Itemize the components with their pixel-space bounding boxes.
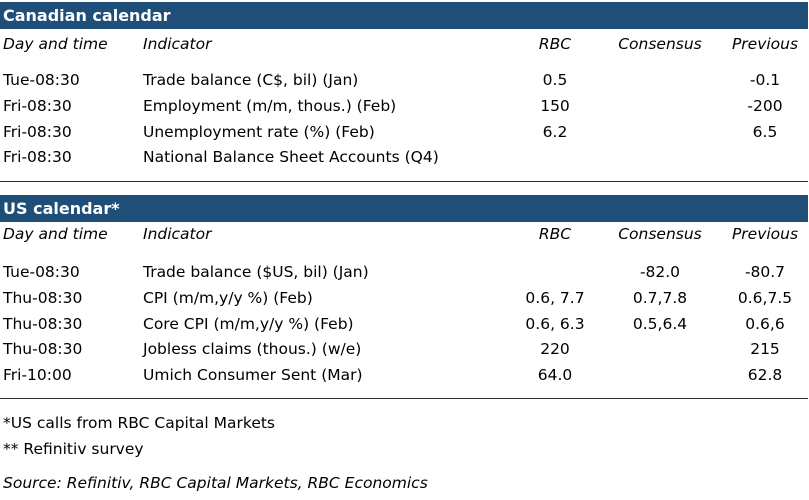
row-indicator: Employment (m/m, thous.) (Feb)	[143, 97, 397, 115]
row-previous: 0.6,6	[745, 315, 785, 333]
header-indicator: Indicator	[143, 35, 212, 53]
header-indicator: Indicator	[143, 225, 212, 243]
row-time: Tue-08:30	[3, 71, 80, 89]
canadian-calendar-title: Canadian calendar	[0, 2, 808, 29]
row-consensus: -82.0	[639, 263, 681, 281]
section-divider	[0, 398, 808, 399]
header-consensus: Consensus	[618, 35, 702, 53]
row-rbc: 0.5	[542, 71, 568, 89]
row-time: Tue-08:30	[3, 263, 80, 281]
us-calendar-title: US calendar*	[0, 195, 808, 222]
row-consensus: 0.7,7.8	[632, 289, 688, 307]
row-rbc: 0.6, 7.7	[525, 289, 585, 307]
row-rbc: 6.2	[542, 123, 568, 141]
row-consensus: 0.5,6.4	[632, 315, 688, 333]
row-previous: -0.1	[749, 71, 781, 89]
row-indicator: Core CPI (m/m,y/y %) (Feb)	[143, 315, 354, 333]
row-rbc: 0.6, 6.3	[525, 315, 585, 333]
row-time: Fri-10:00	[3, 366, 72, 384]
row-time: Fri-08:30	[3, 97, 72, 115]
table-row	[0, 338, 809, 360]
row-indicator: Umich Consumer Sent (Mar)	[143, 366, 363, 384]
source-note: Source: Refinitiv, RBC Capital Markets, RBC Economics	[3, 474, 428, 492]
row-previous: 215	[750, 340, 780, 358]
row-indicator: Unemployment rate (%) (Feb)	[143, 123, 375, 141]
table-row	[0, 364, 809, 386]
row-previous: 62.8	[747, 366, 783, 384]
us-header-row	[0, 223, 809, 245]
row-indicator: Trade balance (C$, bil) (Jan)	[143, 71, 359, 89]
header-consensus: Consensus	[618, 225, 702, 243]
row-rbc: 150	[540, 97, 570, 115]
header-rbc: RBC	[538, 35, 572, 53]
row-previous: 6.5	[752, 123, 778, 141]
table-row	[0, 287, 809, 309]
section-divider	[0, 181, 808, 182]
canadian-header-row	[0, 33, 809, 55]
header-day-and-time: Day and time	[3, 225, 108, 243]
table-row	[0, 121, 809, 143]
row-rbc: 220	[540, 340, 570, 358]
row-time: Fri-08:30	[3, 148, 72, 166]
row-previous: 0.6,7.5	[737, 289, 793, 307]
table-row	[0, 95, 809, 117]
row-indicator: Trade balance ($US, bil) (Jan)	[143, 263, 369, 281]
header-previous: Previous	[731, 35, 799, 53]
footnote-refinitiv-survey: ** Refinitiv survey	[3, 440, 144, 458]
header-rbc: RBC	[538, 225, 572, 243]
footnote-us-calls: *US calls from RBC Capital Markets	[3, 414, 276, 432]
row-time: Thu-08:30	[3, 315, 83, 333]
row-time: Thu-08:30	[3, 340, 83, 358]
table-row	[0, 146, 809, 168]
row-time: Fri-08:30	[3, 123, 72, 141]
header-day-and-time: Day and time	[3, 35, 108, 53]
row-indicator: National Balance Sheet Accounts (Q4)	[143, 148, 439, 166]
row-previous: -200	[747, 97, 783, 115]
row-previous: -80.7	[744, 263, 786, 281]
row-indicator: Jobless claims (thous.) (w/e)	[143, 340, 362, 358]
table-row	[0, 69, 809, 91]
row-time: Thu-08:30	[3, 289, 83, 307]
header-previous: Previous	[731, 225, 799, 243]
row-indicator: CPI (m/m,y/y %) (Feb)	[143, 289, 313, 307]
row-rbc: 64.0	[537, 366, 573, 384]
table-row	[0, 261, 809, 283]
table-row	[0, 313, 809, 335]
